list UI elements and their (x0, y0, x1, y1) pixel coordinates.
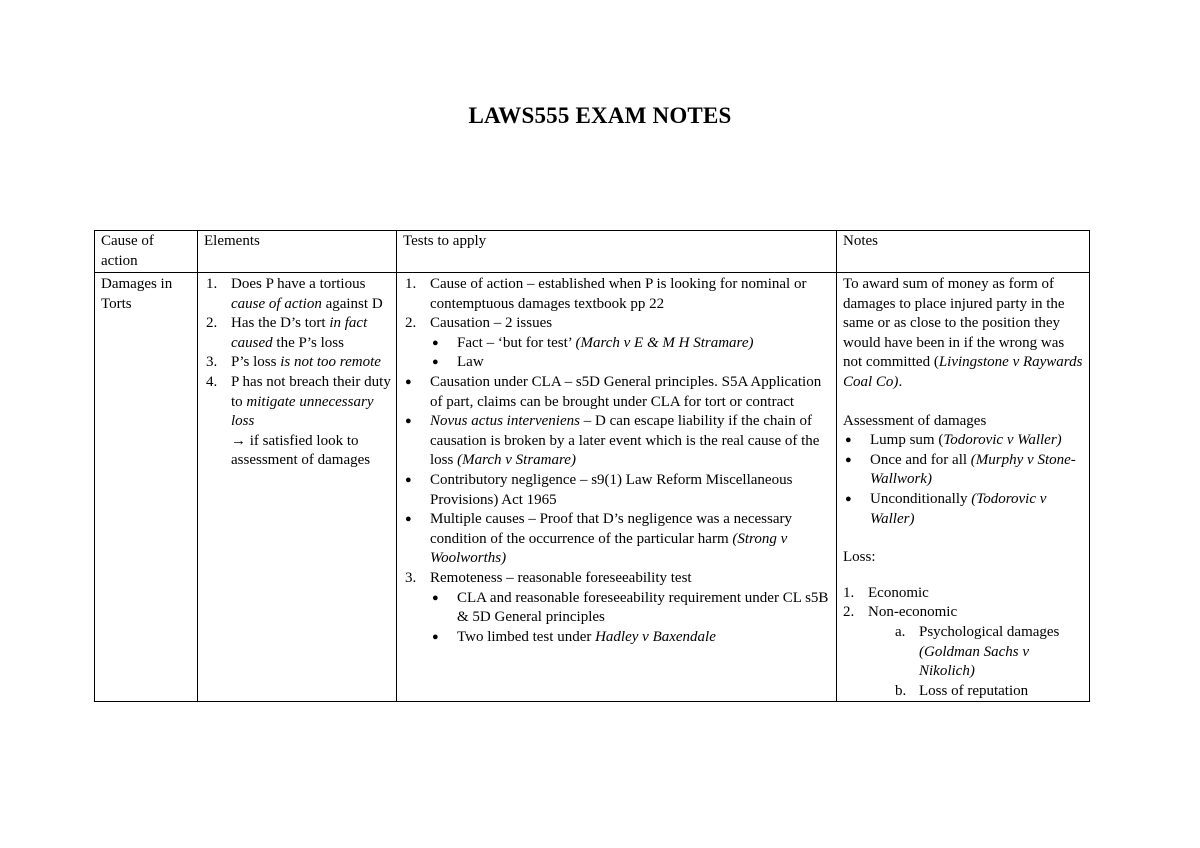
list-item-text: Cause of action – established when P is looking for nominal or contemptuous damages textbook pp 22 (430, 276, 807, 312)
list-number: 1. (843, 584, 855, 601)
list-item (206, 373, 391, 471)
list-item (845, 431, 1084, 451)
list-item-text: Has the D’s tort in fact caused the P’s loss (231, 315, 368, 351)
list-item (405, 569, 831, 647)
list-number: 1. (206, 276, 218, 292)
notes-table (94, 230, 1090, 702)
list-item-text: Law (457, 354, 484, 371)
list-number: 4. (206, 373, 218, 390)
list-item (405, 471, 831, 510)
list-letter: a. (895, 623, 906, 640)
cell-tests (397, 273, 837, 702)
list-item-text: Unconditionally (Todorovic v Waller) (870, 490, 1047, 527)
bullet-icon: ● (405, 513, 412, 526)
list-item-text: Novus actus interveniens – D can escape liability if the chain of causation is broken by a later event which is the real cause of the loss (March v Stramare) (430, 413, 820, 469)
list-item-text: P has not breach their duty to mitigate unnecessary loss (231, 373, 391, 430)
bullet-icon: ● (845, 492, 852, 505)
bullet-icon: ● (405, 473, 412, 486)
tests-list (403, 275, 831, 373)
causation-sublist (430, 334, 831, 373)
list-item (405, 314, 831, 373)
list-item-text: Remoteness – reasonable foreseeability test (430, 569, 692, 586)
table-row (95, 273, 1090, 702)
bullet-icon: ● (845, 453, 852, 466)
list-number: 3. (405, 569, 417, 586)
bullet-icon: ● (432, 336, 439, 349)
header-notes: Notes (837, 231, 1090, 273)
bullet-icon: ● (432, 630, 439, 643)
list-item-text: Causation – 2 issues (430, 315, 553, 332)
list-item-text: Causation under CLA – s5D General principles. S5A Application of part, claims can be brought under CLA for tort or contract (430, 373, 822, 410)
loss-heading: Loss: (843, 549, 876, 566)
list-item (206, 314, 391, 353)
list-item (432, 334, 831, 354)
document-title: LAWS555 EXAM NOTES (468, 103, 732, 128)
header-elements: Elements (198, 231, 397, 273)
list-number: 2. (405, 315, 417, 332)
list-item-text: Economic (868, 584, 929, 601)
list-item (405, 412, 831, 471)
elements-followup-text: if satisfied look to assessment of damages (231, 432, 371, 469)
cell-elements (198, 273, 397, 702)
list-item-text: CLA and reasonable foreseeability requirement under CL s5B & 5D General principles (457, 589, 829, 626)
list-item (895, 623, 1084, 682)
bullet-icon: ● (405, 375, 412, 388)
list-item-text: Contributory negligence – s9(1) Law Reform Miscellaneous Provisions) Act 1965 (430, 471, 793, 508)
list-item (206, 275, 391, 314)
notes-intro: To award sum of money as form of damages to place injured party in the same or as close to the position they would have been in if the wrong was not committed (Livingstone v Raywards Coal Co). (843, 276, 1083, 390)
non-economic-list (843, 623, 1084, 701)
list-item (432, 589, 831, 628)
list-item-text: Once and for all (Murphy v Stone-Wallwork) (870, 451, 1076, 488)
list-number: 2. (843, 604, 855, 621)
list-item-text: Multiple causes – Proof that D’s negligence was a necessary condition of the occurrence of the particular harm (Strong v Woolworths) (430, 511, 792, 567)
list-item (843, 584, 1084, 604)
list-number: 3. (206, 354, 218, 371)
list-item-text: Fact – ‘but for test’ (March v E & M H Stramare) (457, 334, 754, 351)
list-item (845, 451, 1084, 490)
elements-list (204, 275, 391, 471)
assessment-heading: Assessment of damages (843, 412, 987, 429)
list-item-text: Lump sum (Todorovic v Waller) (870, 432, 1062, 449)
list-item (432, 353, 831, 373)
table-header-row (95, 231, 1090, 273)
list-item-text: Does P have a tortious cause of action against D (231, 276, 383, 312)
causation-bullets (403, 373, 831, 569)
list-item (206, 353, 391, 373)
bullet-icon: ● (432, 356, 439, 369)
bullet-icon: ● (845, 434, 852, 447)
list-item (895, 682, 1084, 702)
assessment-list (843, 431, 1084, 529)
list-number: 1. (405, 276, 417, 292)
header-tests-to-apply: Tests to apply (397, 231, 837, 273)
list-item-text: Loss of reputation (919, 682, 1029, 699)
list-item-text: Non-economic (868, 604, 958, 621)
bullet-icon: ● (432, 591, 439, 604)
list-item (405, 275, 831, 314)
list-item (432, 628, 831, 648)
list-item-text: Two limbed test under Hadley v Baxendale (457, 628, 716, 645)
list-letter: b. (895, 682, 907, 699)
list-item-text: P’s loss is not too remote (231, 354, 381, 371)
list-item (405, 373, 831, 412)
cell-notes (837, 273, 1090, 702)
list-item (405, 510, 831, 569)
tests-list-continued (403, 569, 831, 647)
list-item (843, 603, 1084, 623)
cell-cause: Damages in Torts (95, 273, 198, 702)
loss-list (843, 584, 1084, 623)
header-cause-of-action: Cause of action (95, 231, 198, 273)
bullet-icon: ● (405, 415, 412, 428)
remoteness-sublist (430, 589, 831, 648)
right-arrow-icon: → (231, 432, 246, 449)
list-number: 2. (206, 315, 218, 332)
list-item (845, 490, 1084, 529)
list-item-text: Psychological damages (Goldman Sachs v Nikolich) (919, 623, 1060, 680)
